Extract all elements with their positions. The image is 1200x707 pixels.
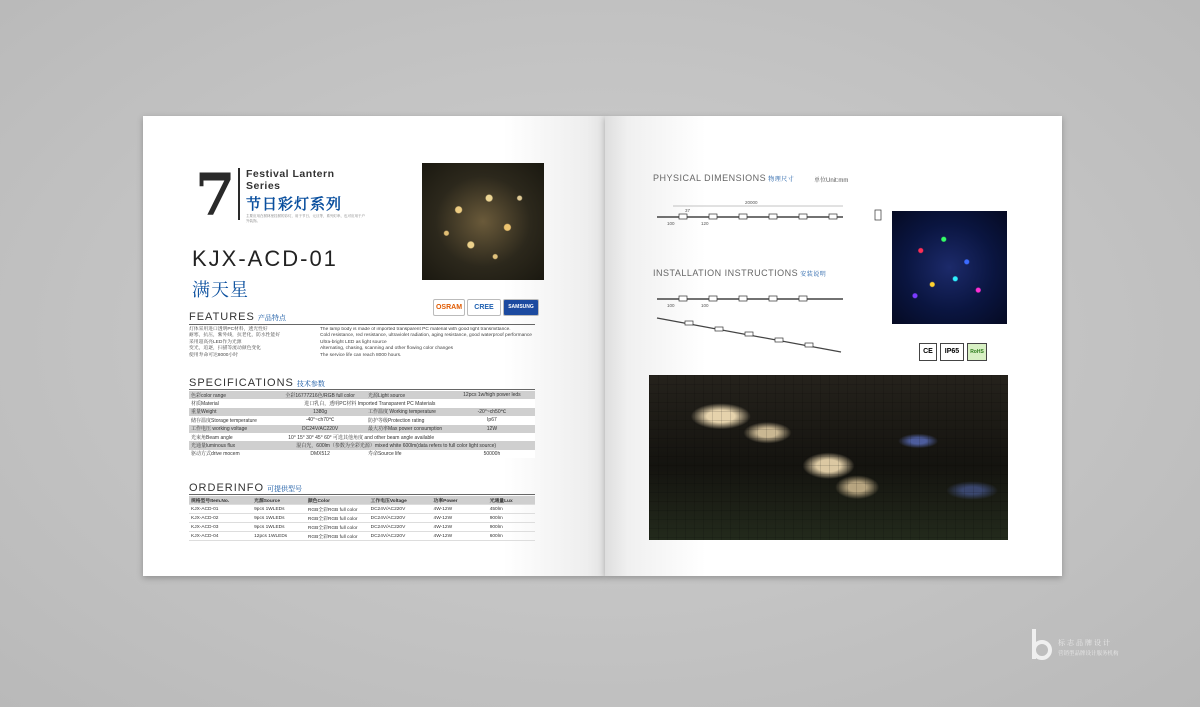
segment-length: 100	[667, 221, 675, 226]
samsung-logo: SAMSUNG	[503, 299, 539, 316]
model-name-cn: 满天星	[192, 280, 249, 300]
dimensions-diagram	[653, 198, 883, 228]
table-row: KJX-ACD-03 9pcs 1WLEDs RGB全彩RGB full color DC24V/AC220V 4W-12W 900lm	[189, 523, 535, 532]
brand-b-logo-icon	[1030, 628, 1052, 662]
specifications-heading: SPECIFICATIONS 技术参数	[189, 377, 325, 389]
unit-label: 单位Unit:mm	[814, 178, 849, 184]
ce-mark: CE	[919, 343, 937, 361]
feature-en-item: Ultra-bright LED as light source	[320, 339, 387, 345]
pixelation-overlay	[649, 375, 1008, 540]
feature-cn-item: 耐寒，抗压，紫外线，抗老化，防水性能好	[189, 333, 281, 339]
ip65-mark: IP65	[940, 343, 964, 361]
total-length: 20000	[745, 200, 758, 205]
model-number: KJX-ACD-01	[192, 246, 338, 271]
section-number: 7	[195, 161, 236, 229]
segment-length: 100	[701, 303, 709, 308]
feature-en-item: The service life can reach 8000 hours.	[320, 352, 402, 358]
specifications-table	[189, 391, 535, 458]
brochure-left-page	[143, 116, 605, 576]
feature-cn-item: 使用寿命可达8000小时	[189, 352, 239, 358]
table-row: 工作电压 working voltage DC24V/AC220V 最大功率Max power consumption 12W	[189, 425, 535, 433]
dimensions-heading: PHYSICAL DIMENSIONS 物理尺寸	[653, 173, 795, 183]
series-description: 主要应用在树林里挂树的彩灯，用于节日、元旦等，系列灯串，也可应用于户外装饰。	[246, 214, 365, 223]
orderinfo-rule	[189, 494, 535, 495]
warm-lights-photo	[422, 163, 544, 280]
feature-cn-item: 采用超高亮LED作为光源	[189, 339, 242, 345]
watermark-text	[1058, 638, 1119, 660]
features-cn-list	[189, 327, 314, 359]
feature-cn-item: 灯体采用进口透明PC材料，透光性好	[189, 327, 268, 332]
installation-diagram	[653, 290, 853, 360]
table-header-row: 规格型号Item.No. 光源Source 颜色Color 工作电压Voltage 功率Power 光通量Lux	[189, 496, 535, 505]
table-row: 驱动方式drive mocem DMX512 寿命Source life 50000h	[189, 450, 535, 458]
features-rule	[189, 324, 535, 325]
table-row: KJX-ACD-01 9pcs 1WLEDs RGB全彩RGB full color DC24V/AC220V 4W-12W 450lm	[189, 505, 535, 514]
table-row: KJX-ACD-02 9pcs 1WLEDs RGB全彩RGB full color DC24V/AC220V 4W-12W 900lm	[189, 514, 535, 523]
features-heading: FEATURES 产品特点	[189, 311, 286, 323]
table-row: 重量Weight 1380g 工作温度 Working temperature -20°~ch50℃	[189, 408, 535, 416]
feature-cn-item: 变光，追逐，扫描等流动颜色变化	[189, 346, 261, 352]
series-title-cn: 节日彩灯系列	[246, 196, 343, 213]
watermark-line1: 标志品牌设计	[1058, 640, 1112, 647]
table-row: 光通量luminous flux 混白光，600lm（参数为全彩光源）mixed white 600lm(data refers to full color light source)	[189, 441, 535, 449]
orderinfo-heading: ORDERINFO 可提供型号	[189, 482, 302, 494]
feature-en-item: Alternating, chasing, scanning and other flowing color changes	[320, 346, 454, 352]
table-row: 光束角Beam angle 10° 15° 30° 45° 60° 可选其他角度 and other beam angle available	[189, 433, 535, 441]
cree-logo: CREE	[467, 299, 501, 316]
installation-heading: INSTALLATION INSTRUCTIONS 安装说明	[653, 268, 827, 278]
order-table	[189, 496, 535, 541]
feature-en-item: The lamp body is made of imported transparent PC material with good light transmittance.	[320, 327, 511, 332]
table-row: KJX-ACD-04 12pcs 1WLEDs RGB全彩RGB full color DC24V/AC220V 4W-12W 600lm	[189, 532, 535, 541]
table-row: 色彩color range 全彩16777216色/RGB full color 光源Light source 12pcs 1w/high power leds	[189, 391, 535, 399]
rohs-mark: RoHS	[967, 343, 987, 361]
feature-en-item: Cold resistance, red resistance, ultraviolet radiation, aging resistance, good waterproof performance	[320, 333, 532, 339]
brochure-right-page	[605, 116, 1062, 576]
outdoor-lights-photo	[649, 375, 1008, 540]
watermark-line2: 营销型品牌设计服务机构	[1058, 651, 1119, 657]
table-row: 材质Material 进口乳白，透明PC材料 Imported Transparent PC Materials	[189, 399, 535, 407]
series-title-en: Festival Lantern Series	[246, 168, 335, 192]
segment-length: 120	[701, 221, 709, 226]
divider	[238, 168, 240, 220]
osram-logo: OSRAM	[433, 299, 465, 316]
rgb-lights-photo	[892, 211, 1007, 324]
segment-length: 100	[667, 303, 675, 308]
specifications-rule	[189, 389, 535, 390]
table-row: 储存温度Storage temperature -40°~ch70℃ 防护等级Protection rating Ip67	[189, 416, 535, 424]
features-en-list	[320, 327, 548, 359]
segment-length: 37	[685, 208, 691, 213]
